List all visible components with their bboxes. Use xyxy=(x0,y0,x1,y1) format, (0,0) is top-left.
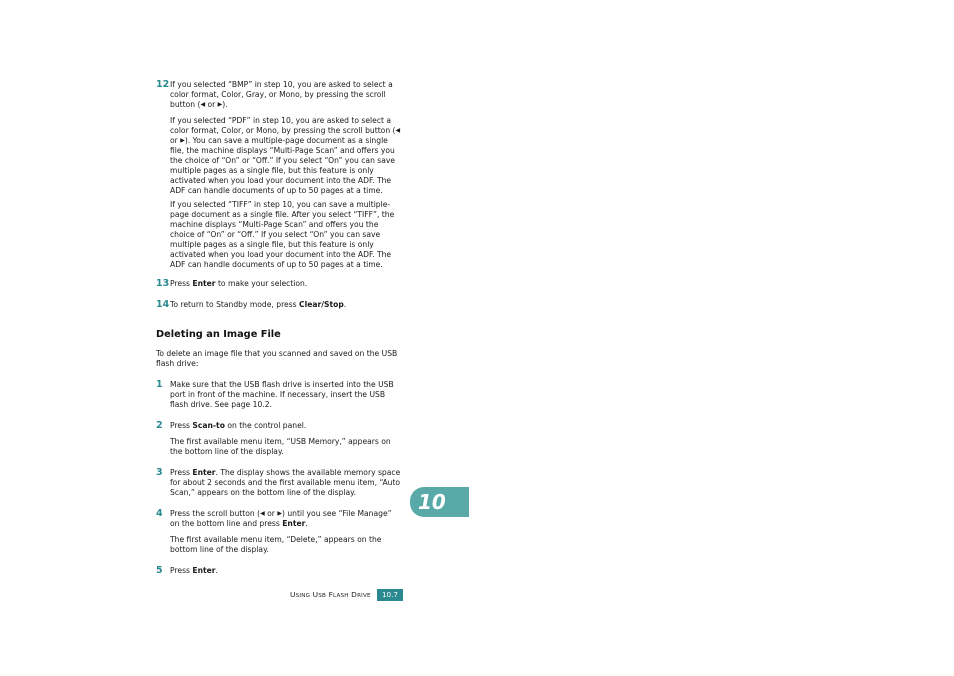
page-number-badge: 10.7 xyxy=(377,589,403,601)
section-intro: To delete an image file that you scanned and saved on the USB flash drive: xyxy=(156,349,398,368)
left-arrow-icon: ◀ xyxy=(260,510,265,517)
step-1-text: Make sure that the USB flash drive is inserted into the USB port in front of the machine. If necessary, insert the USB flash drive. See page 10.2. xyxy=(170,380,394,409)
step-number-4: 4 xyxy=(156,508,163,519)
left-arrow-icon: ◀ xyxy=(395,127,401,134)
footer-section-title xyxy=(290,590,371,601)
step-number-1: 1 xyxy=(156,379,163,390)
step-number-13: 13 xyxy=(156,278,170,289)
section-heading: Deleting an Image File xyxy=(156,329,281,340)
step-2-paragraph: The first available menu item, “USB Memory,” appears on the bottom line of the display. xyxy=(170,437,391,456)
step-5-text: Press Enter. xyxy=(170,566,218,575)
step-14-text: To return to Standby mode, press Clear/Stop. xyxy=(170,300,347,309)
step-12-paragraph-tiff: If you selected “TIFF” in step 10, you can save a multiple-page document as a single file. After you select “TIFF”, the machine displays “Multi-Page Scan” and offers you the choice of “On” or “Off.” If you select “On” you can save multiple pages as a single file, but this feature is only activated when you load your document into the ADF. The ADF can handle documents of up to 50 pages at a time. xyxy=(170,200,395,269)
step-number-3: 3 xyxy=(156,467,163,478)
right-arrow-icon: ▶ xyxy=(217,101,223,108)
step-2-text: Press Scan-to on the control panel. xyxy=(170,421,307,430)
step-12-paragraph-bmp: If you selected “BMP” in step 10, you are asked to select a color format, Color, Gray, or Mono, by pressing the scroll button (◀ or ▶). xyxy=(170,80,393,109)
footer-title-text: USING USB FLASH DRIVE xyxy=(290,590,371,599)
step-number-5: 5 xyxy=(156,565,163,576)
step-4-paragraph: The first available menu item, “Delete,” appears on the bottom line of the display. xyxy=(170,535,382,554)
step-12-paragraph-pdf: If you selected “PDF” in step 10, you are asked to select a color format, Color, or Mono, by pressing the scroll button (◀ or ▶). You can save a multiple-page document as a single file, the machine displays “Multi-Page Scan” and offers you the choice of “On” or “Off.” If you select “On” you can save multiple pages as a single file, but this feature is only activated when you load your document into the ADF. The ADF can handle documents of up to 50 pages at a time. xyxy=(170,116,401,195)
step-3-text: Press Enter. The display shows the available memory space for about 2 seconds and the first available menu item, “Auto Scan,” appears on the bottom line of the display. xyxy=(170,468,401,497)
right-arrow-icon: ▶ xyxy=(277,510,282,517)
right-arrow-icon: ▶ xyxy=(180,137,185,144)
step-4-text: Press the scroll button (◀ or ▶) until you see “File Manage” on the bottom line and press Enter. xyxy=(170,509,392,528)
left-arrow-icon: ◀ xyxy=(200,101,206,108)
step-number-14: 14 xyxy=(156,299,170,310)
chapter-number: 10 xyxy=(418,490,446,514)
step-13-text: Press Enter to make your selection. xyxy=(170,279,308,288)
step-number-12: 12 xyxy=(156,79,170,90)
step-number-2: 2 xyxy=(156,420,163,431)
